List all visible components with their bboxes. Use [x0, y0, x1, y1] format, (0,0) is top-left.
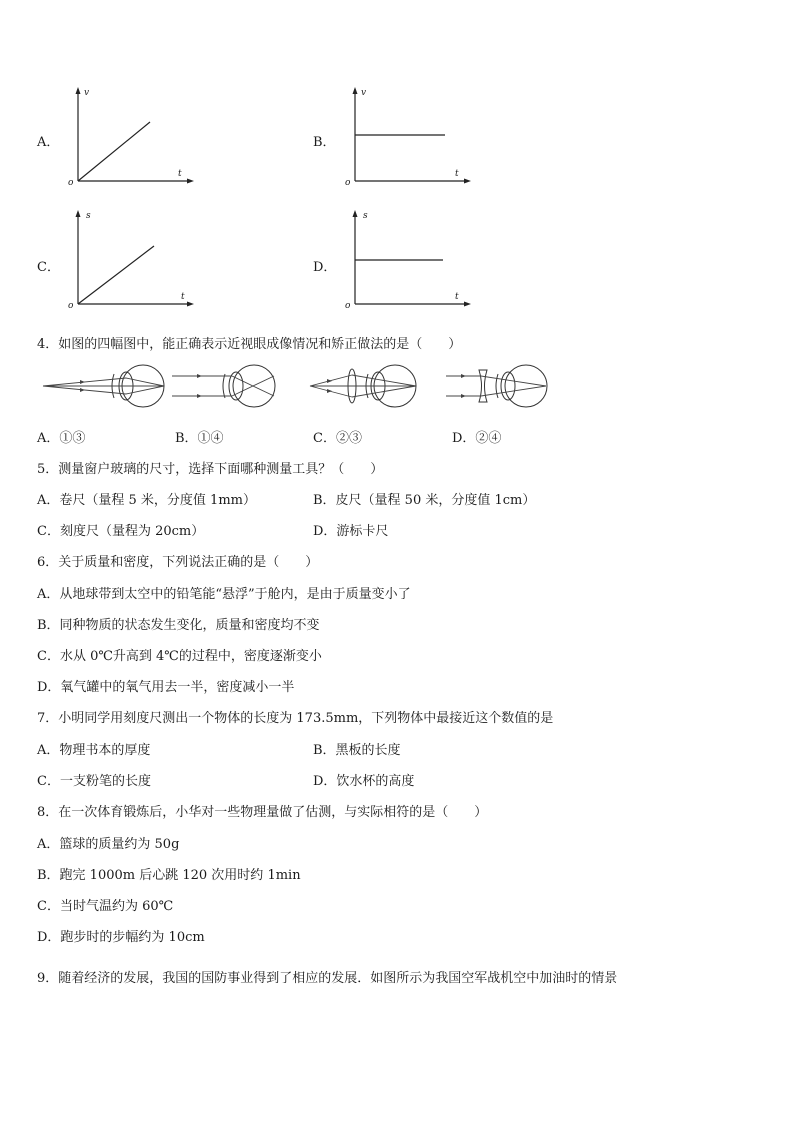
- q6-option-b[interactable]: B．同种物质的状态发生变化，质量和密度均不变: [37, 618, 320, 633]
- q7-option-b[interactable]: B．黑板的长度: [313, 743, 401, 758]
- q3-option-b-label: B．: [313, 135, 336, 150]
- q7-option-d[interactable]: D．饮水杯的高度: [313, 774, 415, 789]
- q3-graph-a: [66, 85, 196, 190]
- q5-option-c[interactable]: C．刻度尺（量程为 20cm）: [37, 524, 205, 539]
- q3a-x-axis-label: t: [178, 169, 182, 179]
- q8-option-d[interactable]: D．跑步时的步幅约为 10cm: [37, 930, 205, 945]
- q4-diagram-1: [40, 362, 165, 412]
- q7-option-a[interactable]: A．物理书本的厚度: [37, 743, 151, 758]
- q4-diagram-4: [444, 362, 549, 412]
- q3d-y-axis-label: s: [363, 211, 368, 221]
- q8-option-a[interactable]: A．篮球的质量约为 50g: [37, 837, 180, 852]
- q6-stem: 6．关于质量和密度，下列说法正确的是（ ）: [37, 555, 319, 570]
- q9-stem: 9．随着经济的发展，我国的国防事业得到了相应的发展．如图所示为我国空军战机空中加油时的情景: [37, 971, 618, 986]
- q3-graph-d: [343, 208, 473, 313]
- q4-option-a[interactable]: A．①③: [37, 431, 86, 446]
- q8-stem: 8．在一次体育锻炼后，小华对一些物理量做了估测，与实际相符的是（ ）: [37, 805, 488, 820]
- q3-option-d-label: D．: [313, 260, 337, 275]
- q3d-x-axis-label: t: [455, 292, 459, 302]
- q3a-origin-label: o: [68, 178, 74, 188]
- q5-option-d[interactable]: D．游标卡尺: [313, 524, 389, 539]
- q4-option-b[interactable]: B．①④: [175, 431, 224, 446]
- q6-option-c[interactable]: C．水从 0℃升高到 4℃的过程中，密度逐渐变小: [37, 649, 322, 664]
- q7-stem: 7．小明同学用刻度尺测出一个物体的长度为 173.5mm，下列物体中最接近这个数值的是: [37, 711, 554, 726]
- q3c-y-axis-label: s: [86, 211, 91, 221]
- q3c-origin-label: o: [68, 301, 74, 311]
- q3-graph-b: [343, 85, 473, 190]
- q5-option-a[interactable]: A．卷尺（量程 5 米，分度值 1mm）: [37, 493, 256, 508]
- q3b-y-axis-label: v: [361, 88, 367, 98]
- q3a-y-axis-label: v: [84, 88, 90, 98]
- q3b-x-axis-label: t: [455, 169, 459, 179]
- q3b-origin-label: o: [345, 178, 351, 188]
- q3-graph-c: [66, 208, 196, 313]
- q4-option-d[interactable]: D．②④: [452, 431, 502, 446]
- q8-option-c[interactable]: C．当时气温约为 60℃: [37, 899, 174, 914]
- q4-diagram-2: [170, 362, 280, 412]
- q6-option-d[interactable]: D．氧气罐中的氧气用去一半，密度减小一半: [37, 680, 295, 695]
- q8-option-b[interactable]: B．跑完 1000m 后心跳 120 次用时约 1min: [37, 868, 301, 883]
- q6-option-a[interactable]: A．从地球带到太空中的铅笔能“悬浮”于舱内，是由于质量变小了: [37, 587, 411, 602]
- q4-option-c[interactable]: C．②③: [313, 431, 362, 446]
- q5-stem: 5．测量窗户玻璃的尺寸，选择下面哪种测量工具？（ ）: [37, 462, 384, 477]
- q4-diagram-3: [308, 362, 420, 412]
- q4-stem: 4．如图的四幅图中，能正确表示近视眼成像情况和矫正做法的是（ ）: [37, 337, 462, 352]
- q7-option-c[interactable]: C．一支粉笔的长度: [37, 774, 151, 789]
- q3d-origin-label: o: [345, 301, 351, 311]
- q3-option-a-label: A．: [37, 135, 60, 150]
- q3c-x-axis-label: t: [181, 292, 185, 302]
- q5-option-b[interactable]: B．皮尺（量程 50 米，分度值 1cm）: [313, 493, 536, 508]
- q3-option-c-label: C．: [37, 260, 60, 275]
